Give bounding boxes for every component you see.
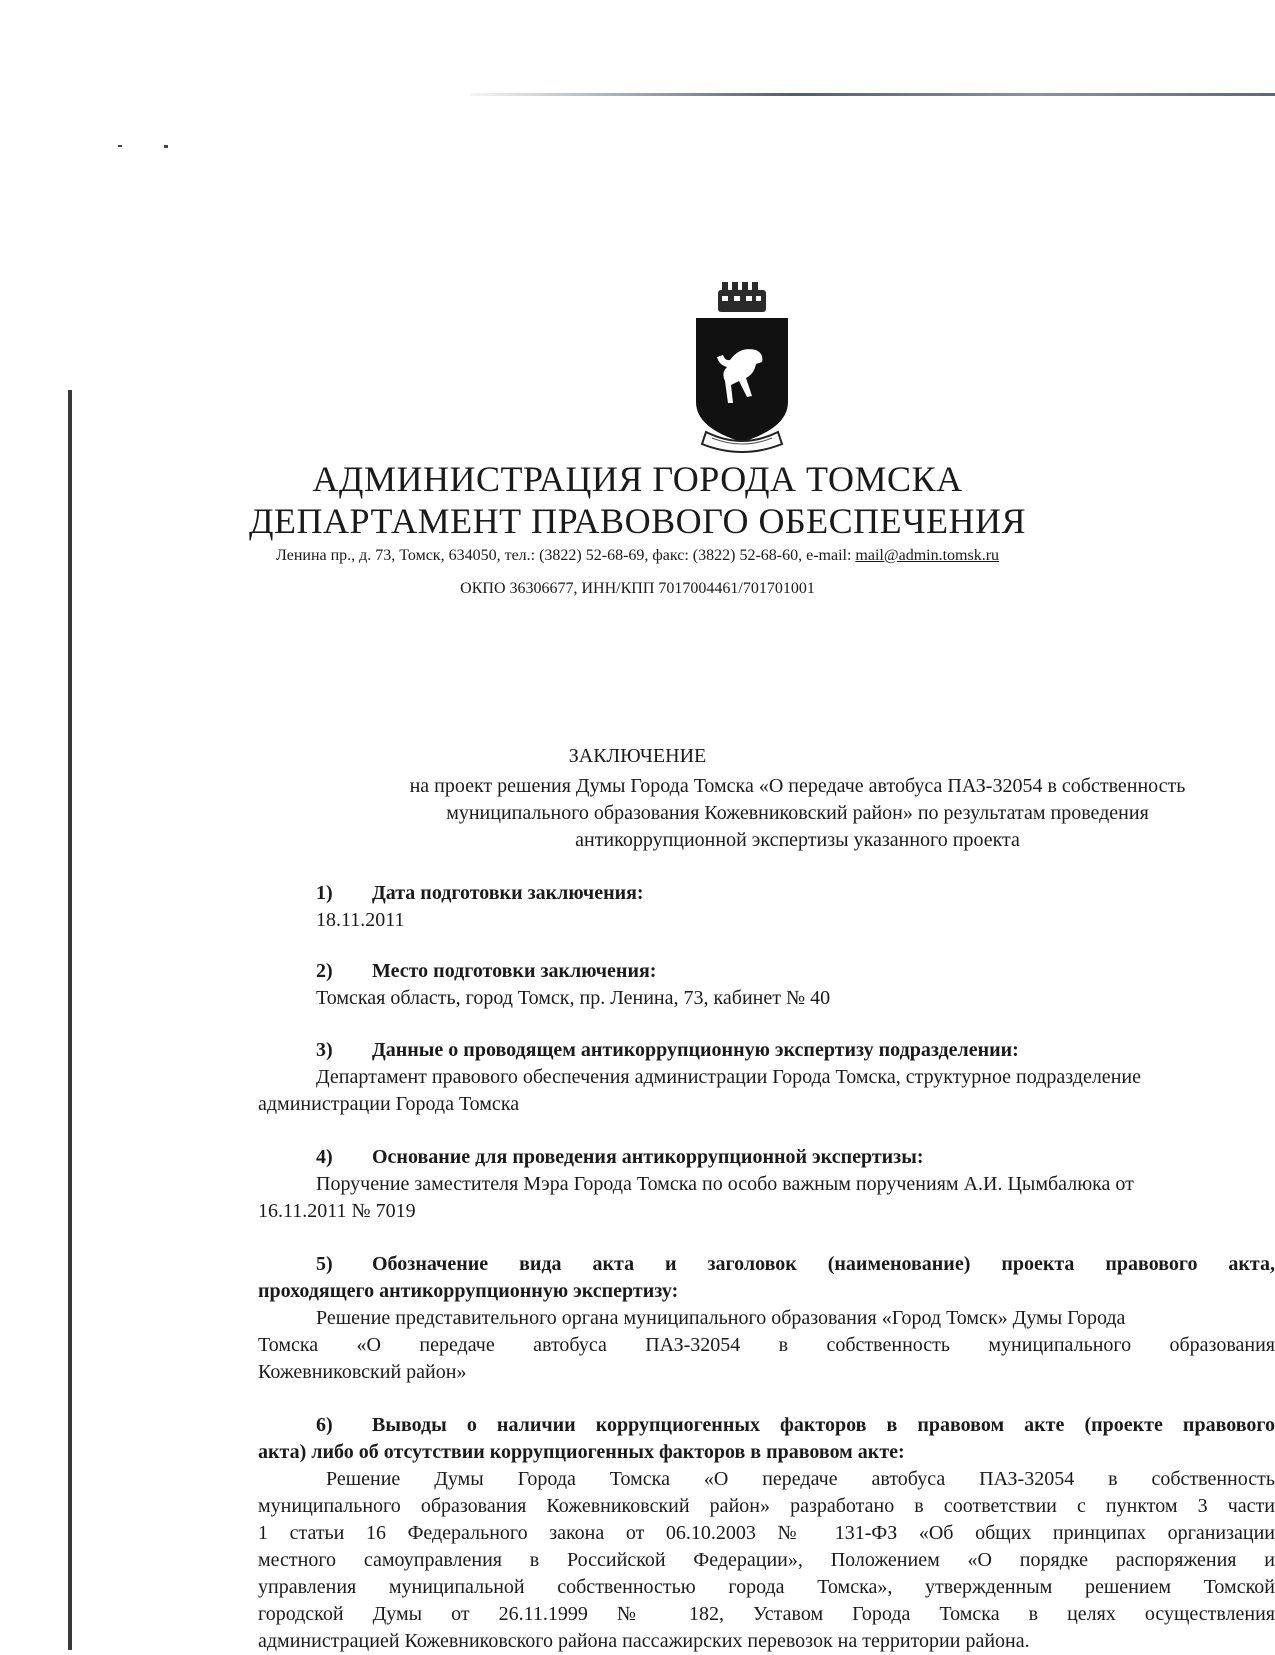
section-body-line: Томска «О передаче автобуса ПАЗ-32054 в собственность муниципального образования (258, 1334, 1275, 1356)
section-3 (258, 1037, 1275, 1118)
section-body-line: городской Думы от 26.11.1999 № 182, Уставом Города Томска в целях осуществления (258, 1603, 1275, 1625)
section-heading: Место подготовки заключения: (372, 960, 657, 982)
section-body-line: администрацией Кожевниковского района пассажирских перевозок на территории района. (258, 1630, 1030, 1652)
section-body-line: 1 статьи 16 Федерального закона от 06.10.2003 № 131-ФЗ «Об общих принципах организации (258, 1522, 1275, 1544)
section-2 (258, 958, 1275, 1012)
section-body-line: Томская область, город Томск, пр. Ленина, 73, кабинет № 40 (316, 987, 831, 1009)
document-subtitle (330, 773, 1265, 854)
section-body-line: Кожевниковский район» (258, 1361, 467, 1383)
section-body-line: муниципального образования Кожевниковский район» разработано в соответствии с пунктом 3 части (258, 1495, 1275, 1517)
section-number: 6) (316, 1414, 333, 1436)
scan-page-edge (68, 390, 72, 1650)
section-heading: Обозначение вида акта и заголовок (наименование) проекта правового акта, (372, 1253, 1275, 1275)
section-6 (258, 1412, 1275, 1655)
section-5 (258, 1251, 1275, 1386)
section-heading-cont: проходящего антикоррупционную экспертизу: (258, 1280, 679, 1302)
section-1 (258, 880, 1275, 934)
org-codes: ОКПО 36306677, ИНН/КПП 7017004461/701701001 (460, 580, 815, 597)
section-body-line: Решение представительного органа муниципального образования «Город Томск» Думы Города (316, 1307, 1126, 1329)
section-number: 3) (316, 1039, 333, 1061)
section-number: 4) (316, 1146, 333, 1168)
section-heading: Дата подготовки заключения: (372, 882, 644, 904)
document-title: ЗАКЛЮЧЕНИЕ (568, 745, 707, 767)
section-heading: Основание для проведения антикоррупционной экспертизы: (372, 1146, 924, 1168)
tomsk-coat-of-arms-icon (690, 282, 794, 462)
section-body-line: местного самоуправления в Российской Федерации», Положением «О порядке распоряжения и (258, 1549, 1275, 1571)
section-body-line: управления муниципальной собственностью города Томска», утвержденным решением Томской (258, 1576, 1275, 1598)
department-name: ДЕПАРТАМЕНТ ПРАВОВОГО ОБЕСПЕЧЕНИЯ (248, 501, 1027, 541)
section-number: 1) (316, 882, 333, 904)
section-4 (258, 1144, 1275, 1225)
org-address-phones: Ленина пр., д. 73, Томск, 634050, тел.: (3822) 52-68-69, факс: (3822) 52-68-60, e-mail: (275, 547, 856, 564)
section-heading: Данные о проводящем антикоррупционную экспертизу подразделении: (372, 1039, 1019, 1061)
section-body-line: Департамент правового обеспечения администрации Города Томска, структурное подразделение (316, 1066, 1141, 1088)
section-body-line: Поручение заместителя Мэра Города Томска по особо важным поручениям А.И. Цымбалюка от (316, 1173, 1134, 1195)
org-contacts (0, 547, 1275, 565)
subtitle-line: на проект решения Думы Города Томска «О передаче автобуса ПАЗ-32054 в собственность (409, 775, 1186, 797)
section-heading: Выводы о наличии коррупциогенных факторов в правовом акте (проекте правового (372, 1414, 1275, 1436)
section-number: 2) (316, 960, 333, 982)
scan-artifact-line (470, 93, 1275, 96)
section-body-line: Решение Думы Города Томска «О передаче автобуса ПАЗ-32054 в собственность (326, 1468, 1275, 1490)
subtitle-line: муниципального образования Кожевниковский район» по результатам проведения (446, 802, 1149, 824)
section-body-line: 18.11.2011 (316, 909, 405, 931)
section-number: 5) (316, 1253, 333, 1275)
section-body-line: администрации Города Томска (258, 1093, 520, 1115)
org-name: АДМИНИСТРАЦИЯ ГОРОДА ТОМСКА (312, 459, 963, 499)
org-email-link[interactable]: mail@admin.tomsk.ru (855, 547, 1000, 564)
subtitle-line: антикоррупционной экспертизы указанного проекта (575, 829, 1020, 851)
section-body-line: 16.11.2011 № 7019 (258, 1200, 416, 1222)
section-heading-cont: акта) либо об отсутствии коррупциогенных факторов в правовом акте: (258, 1441, 905, 1463)
